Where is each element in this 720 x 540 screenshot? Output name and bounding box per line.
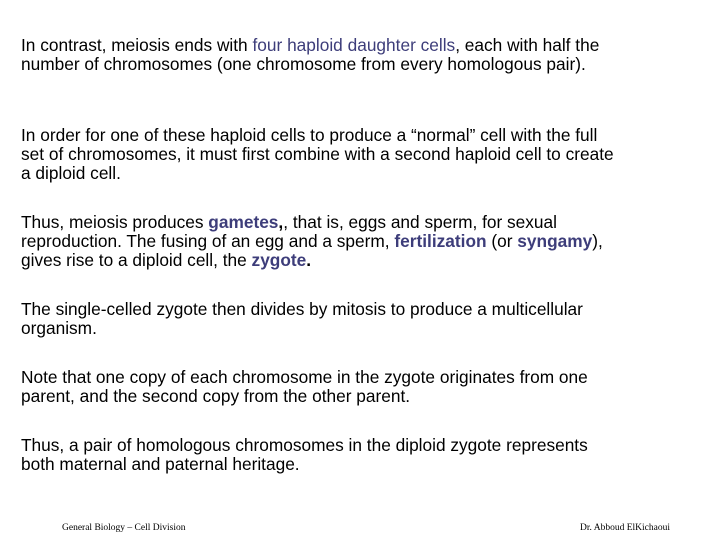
text-run: , each with half the bbox=[455, 35, 600, 55]
paragraph-line bbox=[21, 36, 711, 55]
paragraph-line: Thus, a pair of homologous chromosomes in the diploid zygote represents bbox=[21, 435, 588, 455]
paragraph-line: organism. bbox=[21, 318, 97, 338]
text-run: ), bbox=[592, 231, 603, 251]
paragraph-heritage bbox=[21, 436, 711, 474]
paragraph-line: set of chromosomes, it must first combine with a second haploid cell to create bbox=[21, 144, 614, 164]
term-syngamy: syngamy bbox=[517, 231, 593, 251]
text-run: , that is, eggs and sperm, for sexual bbox=[283, 212, 557, 232]
footer-course-title: General Biology – Cell Division bbox=[62, 523, 186, 533]
paragraph-line bbox=[21, 232, 711, 251]
paragraph-line bbox=[21, 213, 711, 232]
term-fertilization: fertilization bbox=[394, 231, 487, 251]
text-run: gives rise to a diploid cell, the bbox=[21, 250, 252, 270]
footer-author: Dr. Abboud ElKichaoui bbox=[580, 523, 670, 533]
text-run: In contrast, meiosis ends with bbox=[21, 35, 253, 55]
paragraph-line: number of chromosomes (one chromosome from every homologous pair). bbox=[21, 54, 586, 74]
paragraph-chromosome-copies bbox=[21, 368, 711, 406]
text-run: Thus, meiosis produces bbox=[21, 212, 209, 232]
paragraph-meiosis-haploid bbox=[21, 36, 711, 74]
text-run: . bbox=[306, 250, 312, 270]
text-run: , bbox=[278, 212, 284, 232]
paragraph-line: both maternal and paternal heritage. bbox=[21, 454, 300, 474]
paragraph-zygote-mitosis bbox=[21, 300, 711, 338]
paragraph-line bbox=[21, 251, 711, 270]
paragraph-line: The single-celled zygote then divides by mitosis to produce a multicellular bbox=[21, 299, 583, 319]
term-four-haploid-daughter-cells: four haploid daughter cells bbox=[252, 35, 456, 55]
paragraph-line: In order for one of these haploid cells to produce a “normal” cell with the full bbox=[21, 125, 598, 145]
paragraph-haploid-combination bbox=[21, 126, 711, 183]
paragraph-line: parent, and the second copy from the other parent. bbox=[21, 386, 411, 406]
paragraph-gametes-fertilization bbox=[21, 213, 711, 270]
text-run: (or bbox=[486, 231, 518, 251]
term-zygote: zygote bbox=[251, 250, 307, 270]
term-gametes: gametes bbox=[208, 212, 279, 232]
paragraph-line: a diploid cell. bbox=[21, 163, 121, 183]
text-run: reproduction. The fusing of an egg and a sperm, bbox=[21, 231, 395, 251]
paragraph-line: Note that one copy of each chromosome in the zygote originates from one bbox=[21, 367, 588, 387]
